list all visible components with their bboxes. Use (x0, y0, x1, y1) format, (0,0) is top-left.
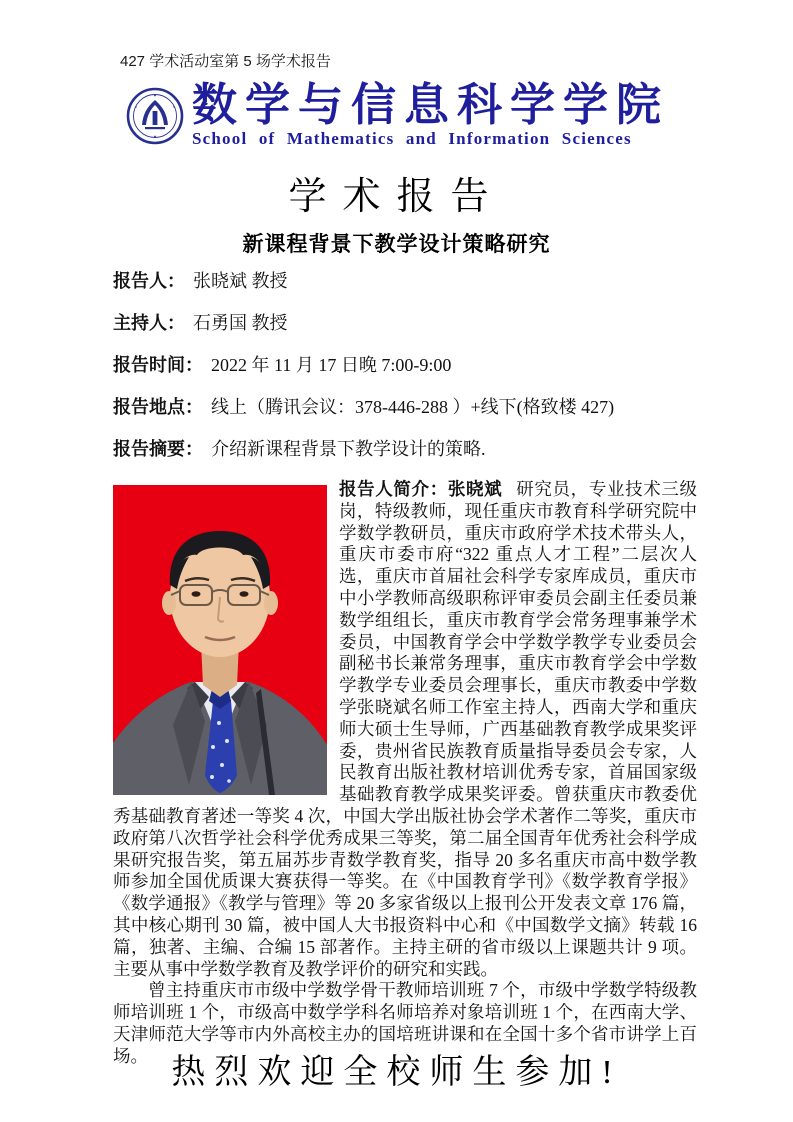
university-seal-icon (126, 87, 184, 145)
location-value: 线上（腾讯会议：378-446-288 ）+线下(格致楼 427) (211, 397, 615, 417)
school-logo-text (192, 82, 669, 149)
speaker-portrait-image (113, 485, 327, 795)
location-label: 报告地点： (113, 397, 203, 417)
time-value: 2022 年 11 月 17 日晚 7:00-9:00 (211, 355, 452, 375)
host-label: 主持人： (113, 313, 185, 333)
bio-paragraph-2: 曾主持重庆市市级中学数学骨干教师培训班 7 个，市级中学数学特级教师培训班 1 个，市级高中数学学科名师培养对象培训班 1 个，在西南大学、天津师范大学等市内外高校主办的国培班讲课和在全国十多个省市讲学上百场。 (113, 980, 697, 1066)
lecture-info (113, 271, 695, 481)
speaker-label: 报告人： (113, 271, 185, 291)
host-row (113, 313, 695, 333)
welcome-line: 热烈欢迎全校师生参加! (171, 1054, 622, 1091)
school-logo (126, 82, 669, 149)
time-row (113, 355, 695, 375)
speaker-photo (113, 485, 327, 795)
school-name-en: School of Mathematics and Information Sciences (192, 129, 632, 148)
bio-speaker-name: 张晓斌 (447, 479, 503, 499)
speaker-row (113, 271, 695, 291)
lecture-title: 新课程背景下教学设计策略研究 (242, 232, 551, 256)
bio-text-1: 研究员，专业技术三级岗，特级教师，现任重庆市教育科学研究院中学数学教研员，重庆市政府学术技术带头人，重庆市委市府“322 重点人才工程”二层次人选，重庆市首届社会科学专家库成员，重庆市中小学教师高级职称评审委员会副主任委员兼数学组组长，重庆市教育学会常务理事兼学术委员，中国教育学会中学数学教学专业委员会副秘书长兼常务理事，重庆市教育学会中学数学教学专业委员会理事长，重庆市教委中学数学张晓斌名师工作室主持人，西南大学和重庆师大硕士生导师，广西基础教育教学成果奖评委，贵州省民族教育质量指导委员会专家，人民教育出版社教材培训优秀专家，首届国家级基础教育教学成果奖评委。曾获重庆市教委优秀基础教育著述一等奖 4 次，中国大学出版社协会学术著作二等奖，重庆市政府第八次哲学社会科学优秀成果三等奖，第二届全国青年优秀社会科学成果研究报告奖，第五届苏步青数学教育奖，指导 20 多名重庆市高中数学教师参加全国优质课大赛获得一等奖。在《中国教育学刊》《数学教育学报》《数学通报》《教学与管理》等 20 多家省级以上报刊公开发表文章 176 篇，其中核心期刊 30 篇，被中国人大书报资料中心和《中国数学文摘》转载 16 篇，独著、主编、合编 15 部著作。主持主研的省市级以上课题共计 9 项。主要从事中学数学教育及教学评价的研究和实践。 (113, 479, 698, 979)
speaker-bio (113, 479, 697, 1085)
school-name-cn: 数学与信息科学学院 (192, 80, 670, 130)
bio-label: 报告人简介： (339, 479, 448, 499)
abstract-label: 报告摘要： (113, 439, 203, 459)
abstract-value: 介绍新课程背景下教学设计的策略. (211, 439, 486, 459)
location-row (113, 397, 695, 417)
header-note: 427 学术活动室第 5 场学术报告 (120, 53, 331, 70)
speaker-value: 张晓斌 教授 (193, 271, 288, 291)
time-label: 报告时间： (113, 355, 203, 375)
abstract-row (113, 439, 695, 459)
page-title: 学术报告 (288, 176, 505, 218)
host-value: 石勇国 教授 (193, 313, 288, 333)
